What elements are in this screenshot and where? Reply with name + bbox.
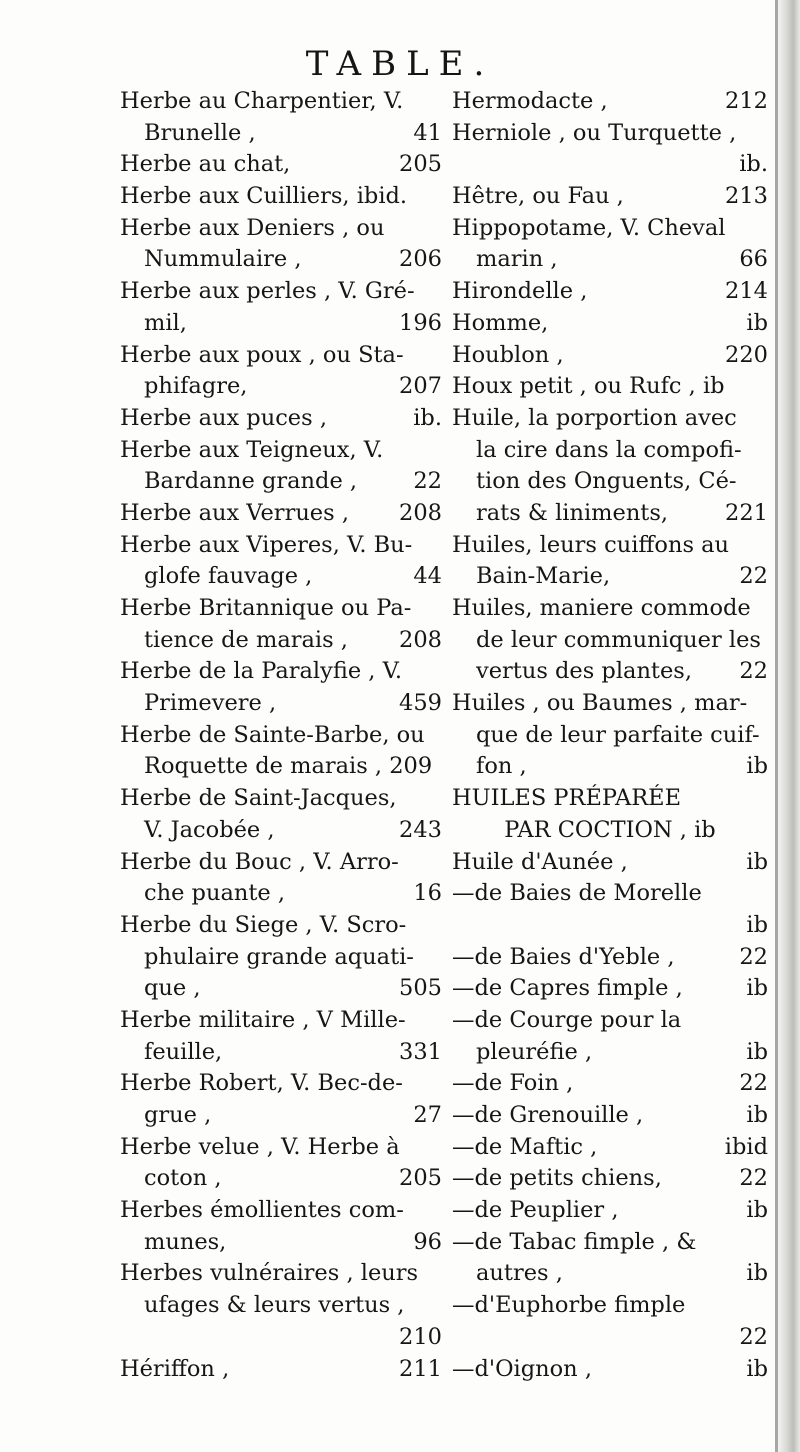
entry-text: Herbe aux Teigneux, V. [120, 436, 384, 463]
page-reference: 243 [399, 816, 442, 843]
index-entry [452, 371, 768, 403]
page-reference: 196 [399, 309, 442, 336]
entry-text: V. Jacobée , [144, 816, 275, 843]
index-entry [452, 910, 768, 942]
entry-text: Herniole , ou Turquette , [452, 119, 737, 146]
entry-text: —de Foin , [452, 1070, 574, 1097]
page-reference: 22 [739, 1070, 768, 1097]
entry-text: HUILES PRÉPARÉE [452, 785, 682, 812]
index-entry [120, 973, 442, 1005]
index-entry [452, 847, 768, 879]
index-entry [120, 847, 442, 879]
page-reference: ib. [413, 404, 442, 431]
page-reference: 505 [399, 975, 442, 1002]
index-entry [120, 149, 442, 181]
index-entry [452, 1322, 768, 1354]
page-reference: 211 [399, 1355, 442, 1382]
index-entry [120, 466, 442, 498]
entry-text: phifagre, [144, 373, 248, 400]
entry-text: Herbe de la Paralyfie , V. [120, 658, 403, 685]
page-reference: ib. [739, 151, 768, 178]
index-entry [452, 625, 768, 657]
entry-text: Hériffon , [120, 1355, 230, 1382]
entry-text: Homme, [452, 309, 549, 336]
entry-text: —d'Euphorbe fimple [452, 1292, 686, 1319]
page-header: TABLE. [305, 44, 495, 84]
entry-text: Hêtre, ou Fau , [452, 183, 624, 210]
page-reference: 22 [739, 658, 768, 685]
index-entry [452, 498, 768, 530]
page-reference: 214 [725, 278, 768, 305]
page-reference: 41 [413, 119, 442, 146]
index-entry [120, 498, 442, 530]
entry-text: —d'Oignon , [452, 1355, 592, 1382]
entry-text: Herbe aux perles , V. Gré- [120, 278, 415, 305]
entry-text: —de Baies de Morelle [452, 880, 702, 907]
page-reference: 27 [413, 1102, 442, 1128]
index-entry [452, 466, 768, 498]
index-entry [120, 244, 442, 276]
entry-text: —de Capres fimple , [452, 975, 683, 1002]
index-entry [120, 783, 442, 815]
entry-text: Herbe du Bouc , V. Arro- [120, 848, 399, 875]
index-entry [120, 1068, 442, 1100]
page-reference: ib [746, 1260, 768, 1287]
entry-text: glofe fauvage , [144, 563, 313, 590]
entry-text: phulaire grande aquati- [144, 943, 414, 970]
index-entry [452, 1163, 768, 1195]
index-entry [452, 1068, 768, 1100]
entry-text: que de leur parfaite cuif- [476, 721, 760, 748]
index-entry [120, 118, 442, 150]
entry-text: —de Maftic , [452, 1133, 598, 1160]
entry-text: ufages & leurs vertus , [144, 1292, 405, 1319]
entry-text: Herbe aux puces , [120, 404, 327, 431]
index-entry [452, 276, 768, 308]
entry-text: feuille, [144, 1038, 223, 1065]
entry-text: tience de marais , [144, 626, 348, 653]
page-reference: ib [746, 1038, 768, 1065]
entry-text: Herbe velue , V. Herbe à [120, 1133, 400, 1160]
page-reference: ib [746, 848, 768, 875]
entry-text: fon , [476, 753, 527, 780]
page-reference: 220 [725, 341, 768, 368]
index-entry [452, 720, 768, 752]
entry-text: Huiles , ou Baumes , mar- [452, 690, 748, 717]
page-reference: 96 [413, 1228, 442, 1255]
index-entry [120, 878, 442, 910]
index-entry [452, 942, 768, 974]
page-reference: 213 [725, 183, 768, 210]
index-entry [452, 1290, 768, 1322]
index-entry [120, 1005, 442, 1037]
page-reference: 205 [399, 151, 442, 178]
index-entry [120, 720, 442, 752]
page-reference: 331 [399, 1038, 442, 1065]
entry-text: Herbe aux Viperes, V. Bu- [120, 531, 413, 558]
index-entry [120, 181, 442, 213]
index-entry [120, 593, 442, 625]
index-entry [120, 751, 442, 783]
page-reference: 208 [399, 626, 442, 653]
entry-text: autres , [476, 1260, 563, 1287]
entry-text: la cire dans la compofi- [476, 436, 742, 463]
entry-text: Huiles, maniere commode [452, 595, 751, 621]
page-reference: 44 [413, 563, 442, 590]
page-reference: 208 [399, 499, 442, 526]
page-reference: 22 [739, 1323, 768, 1350]
index-entry [120, 340, 442, 372]
entry-text: mil, [144, 309, 187, 336]
index-entry [120, 213, 442, 245]
index-entry [452, 561, 768, 593]
entry-text: Hippopotame, V. Cheval [452, 214, 726, 241]
page-reference: 66 [739, 246, 768, 273]
entry-text: Herbe aux Cuilliers, ibid. [120, 183, 408, 210]
page-reference: 22 [413, 468, 442, 495]
binding-gutter [778, 0, 800, 1452]
entry-text: Herbe au chat, [120, 151, 291, 178]
index-entry [452, 149, 768, 181]
index-entry [120, 1132, 442, 1164]
page-reference: 22 [739, 943, 768, 970]
index-entry [452, 593, 768, 625]
entry-text: Roquette de marais , 209 [144, 753, 433, 780]
entry-text: que , [144, 975, 201, 1002]
page-reference: 206 [399, 246, 442, 273]
page-reference: 212 [725, 88, 768, 114]
index-entry [452, 1100, 768, 1132]
entry-text: —de Grenouille , [452, 1102, 644, 1128]
entry-text: tion des Onguents, Cé- [476, 468, 737, 495]
entry-text: rats & liniments, [476, 499, 669, 526]
index-entry [120, 561, 442, 593]
page-reference: 205 [399, 1165, 442, 1192]
entry-text: PAR COCTION , ib [504, 816, 716, 843]
index-entry [452, 86, 768, 118]
entry-text: Herbe au Charpentier, V. [120, 88, 404, 114]
page-reference: ib [746, 1102, 768, 1128]
index-entry [452, 435, 768, 467]
index-entry [452, 1227, 768, 1259]
index-entry [120, 86, 442, 118]
index-entry [452, 213, 768, 245]
entry-text: Brunelle , [144, 119, 256, 146]
entry-text: Herbe aux Deniers , ou [120, 214, 385, 241]
page-reference: 22 [739, 1165, 768, 1192]
page-reference: 16 [413, 880, 442, 907]
index-entry [120, 1258, 442, 1290]
page-reference: ib [746, 975, 768, 1002]
entry-text: Herbe Britannique ou Pa- [120, 595, 412, 621]
index-entry [120, 435, 442, 467]
entry-text: Herbes émollientes com- [120, 1197, 404, 1224]
index-entry [452, 1258, 768, 1290]
index-entry [452, 751, 768, 783]
entry-text: Primevere , [144, 690, 277, 717]
page-reference: ib [746, 1197, 768, 1224]
index-entry [452, 340, 768, 372]
index-entry [452, 308, 768, 340]
entry-text: Bain-Marie, [476, 563, 611, 590]
page-reference: 207 [399, 373, 442, 400]
index-entry [452, 118, 768, 150]
entry-text: —de Baies d'Yeble , [452, 943, 675, 970]
page-reference: 210 [399, 1323, 442, 1350]
index-entry [120, 1037, 442, 1069]
index-entry [120, 942, 442, 974]
index-entry [452, 244, 768, 276]
index-entry [120, 1163, 442, 1195]
index-entry [452, 656, 768, 688]
entry-text: Herbe militaire , V Mille- [120, 1006, 406, 1033]
index-entry [120, 308, 442, 340]
entry-text: Hirondelle , [452, 278, 588, 305]
entry-text: Herbes vulnéraires , leurs [120, 1260, 419, 1287]
index-entry [452, 1132, 768, 1164]
page-reference: ibid [724, 1133, 768, 1160]
page-reference: ib [746, 309, 768, 336]
page-reference: ib [746, 1355, 768, 1382]
entry-text: coton , [144, 1165, 222, 1192]
entry-text: de leur communiquer les [476, 626, 761, 653]
entry-text: Nummulaire , [144, 246, 302, 273]
entry-text: che puante , [144, 880, 286, 907]
entry-text: marin , [476, 246, 558, 273]
entry-text: —de Tabac fimple , & [452, 1228, 697, 1255]
index-entry [120, 625, 442, 657]
index-entry [120, 403, 442, 435]
index-entry [452, 1354, 768, 1386]
index-entry [452, 815, 768, 847]
entry-text: Huile, la porportion avec [452, 404, 737, 431]
entry-text: Bardanne grande , [144, 468, 358, 495]
index-entry [120, 688, 442, 720]
page-reference: ib [746, 911, 768, 938]
entry-text: Houx petit , ou Rufc , ib [452, 373, 725, 400]
entry-text: Huile d'Aunée , [452, 848, 628, 875]
index-entry [120, 1195, 442, 1227]
entry-text: Hermodacte , [452, 88, 608, 114]
index-entry [452, 181, 768, 213]
index-entry [120, 1227, 442, 1259]
entry-text: —de Courge pour la [452, 1006, 682, 1033]
index-entry [452, 530, 768, 562]
entry-text: Houblon , [452, 341, 564, 368]
index-entry [452, 1005, 768, 1037]
page-reference: 459 [399, 690, 442, 717]
index-entry [120, 1322, 442, 1354]
entry-text: Herbe Robert, V. Bec-de- [120, 1070, 403, 1097]
index-entry [452, 1195, 768, 1227]
entry-text: Herbe aux Verrues , [120, 499, 349, 526]
index-column-left [120, 86, 442, 1385]
entry-text: pleuréfie , [476, 1038, 593, 1065]
page-reference: 221 [725, 499, 768, 526]
entry-text: Herbe du Siege , V. Scro- [120, 911, 407, 938]
entry-text: Herbe de Saint-Jacques, [120, 785, 397, 812]
entry-text: vertus des plantes, [476, 658, 692, 685]
page-reference: ib [746, 753, 768, 780]
index-entry [120, 371, 442, 403]
index-entry [120, 1100, 442, 1132]
entry-text: —de petits chiens, [452, 1165, 662, 1192]
entry-text: grue , [144, 1102, 212, 1128]
index-entry [452, 973, 768, 1005]
index-column-right [452, 86, 768, 1385]
index-entry [120, 1354, 442, 1386]
entry-text: Herbe de Sainte-Barbe, ou [120, 721, 425, 748]
index-entry [452, 783, 768, 815]
index-entry [120, 815, 442, 847]
page-reference: 22 [739, 563, 768, 590]
index-entry [452, 688, 768, 720]
index-entry [120, 656, 442, 688]
entry-text: Huiles, leurs cuiffons au [452, 531, 730, 558]
entry-text: munes, [144, 1228, 227, 1255]
entry-text: —de Peuplier , [452, 1197, 619, 1224]
index-entry [120, 276, 442, 308]
index-entry [120, 530, 442, 562]
index-entry [452, 1037, 768, 1069]
index-entry [120, 910, 442, 942]
entry-text: Herbe aux poux , ou Sta- [120, 341, 404, 368]
index-entry [452, 878, 768, 910]
index-entry [452, 403, 768, 435]
index-entry [120, 1290, 442, 1322]
